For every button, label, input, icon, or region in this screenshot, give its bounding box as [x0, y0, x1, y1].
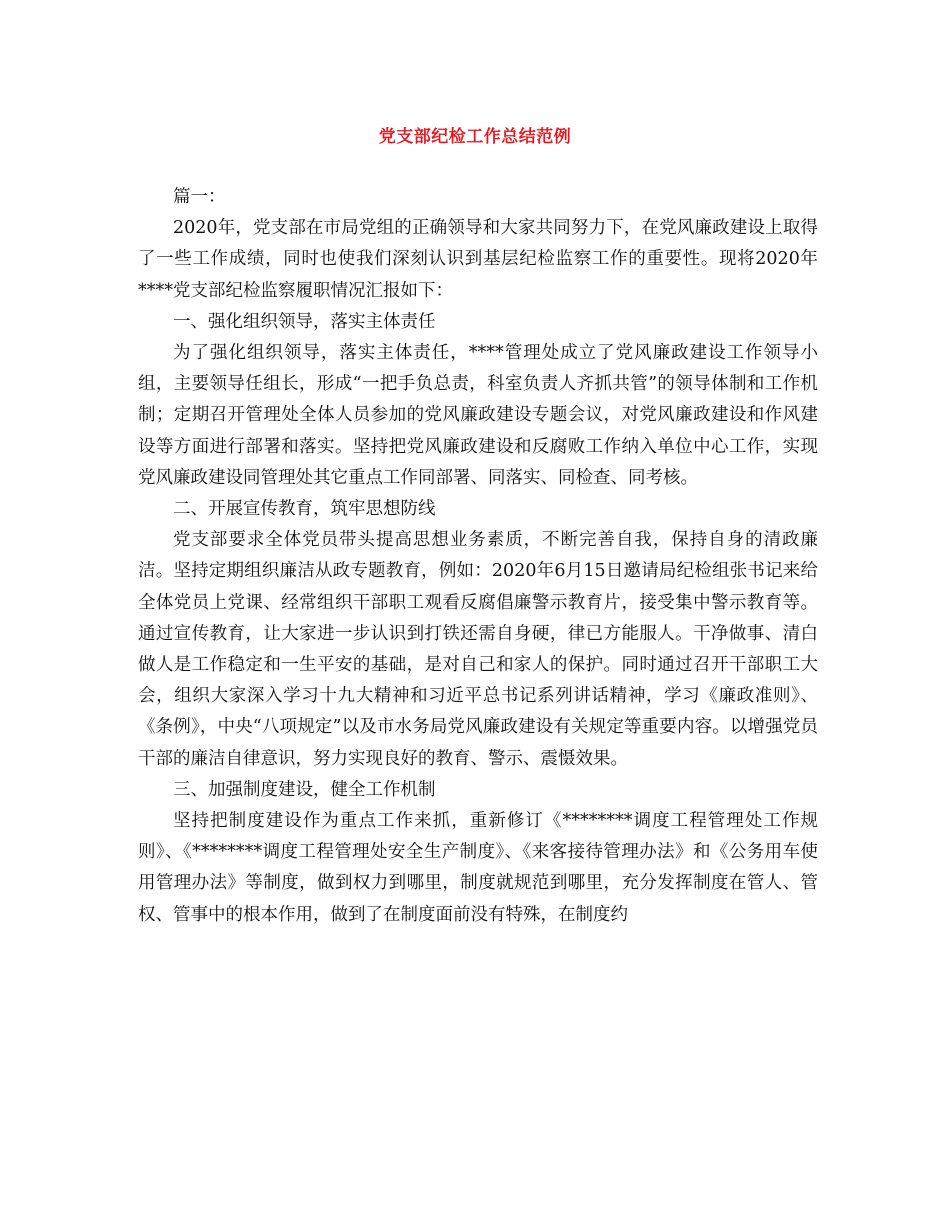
- paragraph-section-1: 为了强化组织领导，落实主体责任，****管理处成立了党风廉政建设工作领导小组，主要领导任组长，形成“一把手负总责，科室负责人齐抓共管”的领导体制和工作机制；定期召开管理处全体人员参加的党风廉政建设专题会议，对党风廉政建设和作风建设等方面进行部署和落实。坚持把党风廉政建设和反腐败工作纳入单位中心工作，实现党风廉政建设同管理处其它重点工作同部署、同落实、同检查、同考核。: [138, 343, 818, 488]
- paragraph-section-3: 坚持把制度建设作为重点工作来抓，重新修订《********调度工程管理处工作规则》、《********调度工程管理处安全生产制度》、《来客接待管理办法》和《公务用车使用管理办法》等制度，做到权力到哪里，制度就规范到哪里，充分发挥制度在管人、管权、管事中的根本作用，做到了在制度面前没有特殊，在制度约: [138, 811, 818, 925]
- paragraph-intro: 2020年，党支部在市局党组的正确领导和大家共同努力下，在党风廉政建设上取得了一些工作成绩，同时也使我们深刻认识到基层纪检监察工作的重要性。现将2020年****党支部纪检监察履职情况汇报如下：: [138, 218, 818, 301]
- heading-section-3: 三、加强制度建设，健全工作机制: [173, 779, 436, 800]
- document-title: 党支部纪检工作总结范例: [378, 127, 572, 147]
- heading-section-2: 二、开展宣传教育，筑牢思想防线: [173, 499, 436, 520]
- document-body: [138, 182, 818, 931]
- paragraph-section-2: 党支部要求全体党员带头提高思想业务素质，不断完善自我，保持自身的清政廉洁。坚持定期组织廉洁从政专题教育，例如：2020年6月15日邀请局纪检组张书记来给全体党员上党课、经常组织干部职工观看反腐倡廉警示教育片，接受集中警示教育等。通过宣传教育，让大家进一步认识到打铁还需自身硬，律已方能服人。干净做事、清白做人是工作稳定和一生平安的基础，是对自己和家人的保护。同时通过召开干部职工大会，组织大家深入学习十九大精神和习近平总书记系列讲话精神，学习《廉政准则》、《条例》，中央“八项规定”以及市水务局党风廉政建设有关规定等重要内容。以增强党员干部的廉洁自律意识，努力实现良好的教育、警示、震慑效果。: [138, 530, 818, 769]
- heading-section-1: 一、强化组织领导，落实主体责任: [173, 311, 436, 332]
- paragraph-section-label: 篇一：: [173, 187, 226, 207]
